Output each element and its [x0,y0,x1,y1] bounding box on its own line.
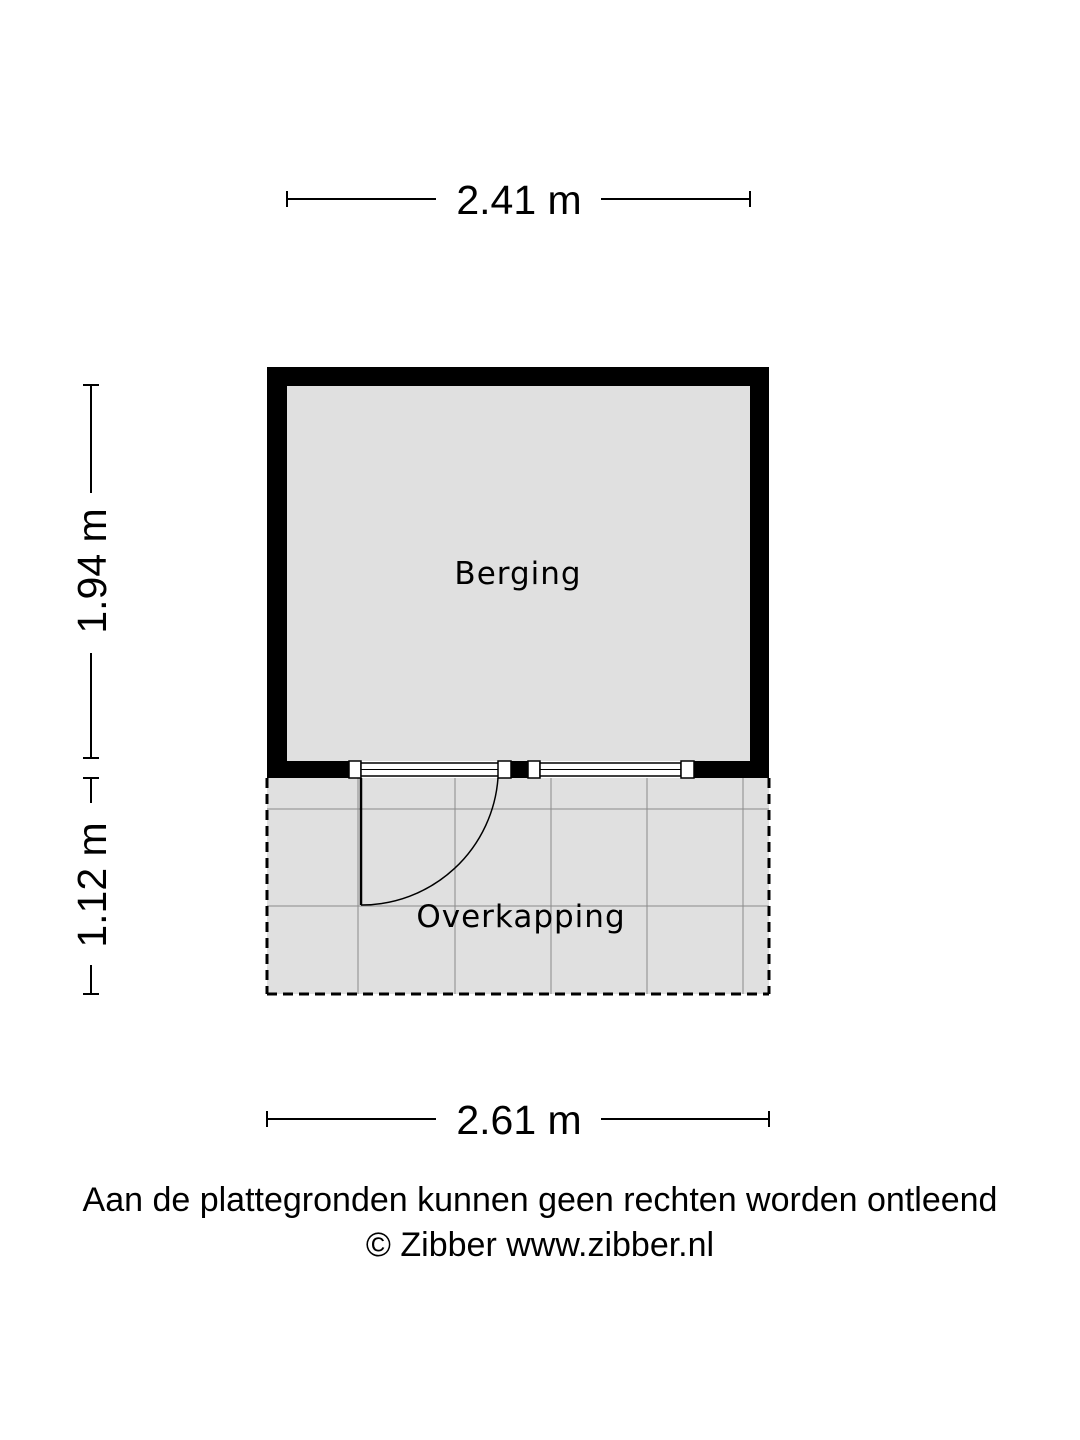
door-center-post [511,761,528,778]
berging-label: Berging [454,556,582,592]
copyright-text: © Zibber www.zibber.nl [365,1226,715,1264]
top-dimension [287,177,750,223]
glass-door-left [349,761,499,778]
left-dimension-lower-label: 1.12 m [69,822,115,948]
bottom-dimension [267,1097,769,1143]
bottom-dimension-label: 2.61 m [456,1097,582,1143]
overkapping-label: Overkapping [416,899,626,935]
left-dimension-upper [69,385,115,758]
disclaimer-text: Aan de plattegronden kunnen geen rechten worden ontleend [82,1181,998,1219]
glass-window-right [528,761,694,778]
left-dimension-lower [69,778,115,994]
overkapping-area [267,778,769,994]
left-dimension-upper-label: 1.94 m [69,508,115,634]
top-dimension-label: 2.41 m [456,177,582,223]
